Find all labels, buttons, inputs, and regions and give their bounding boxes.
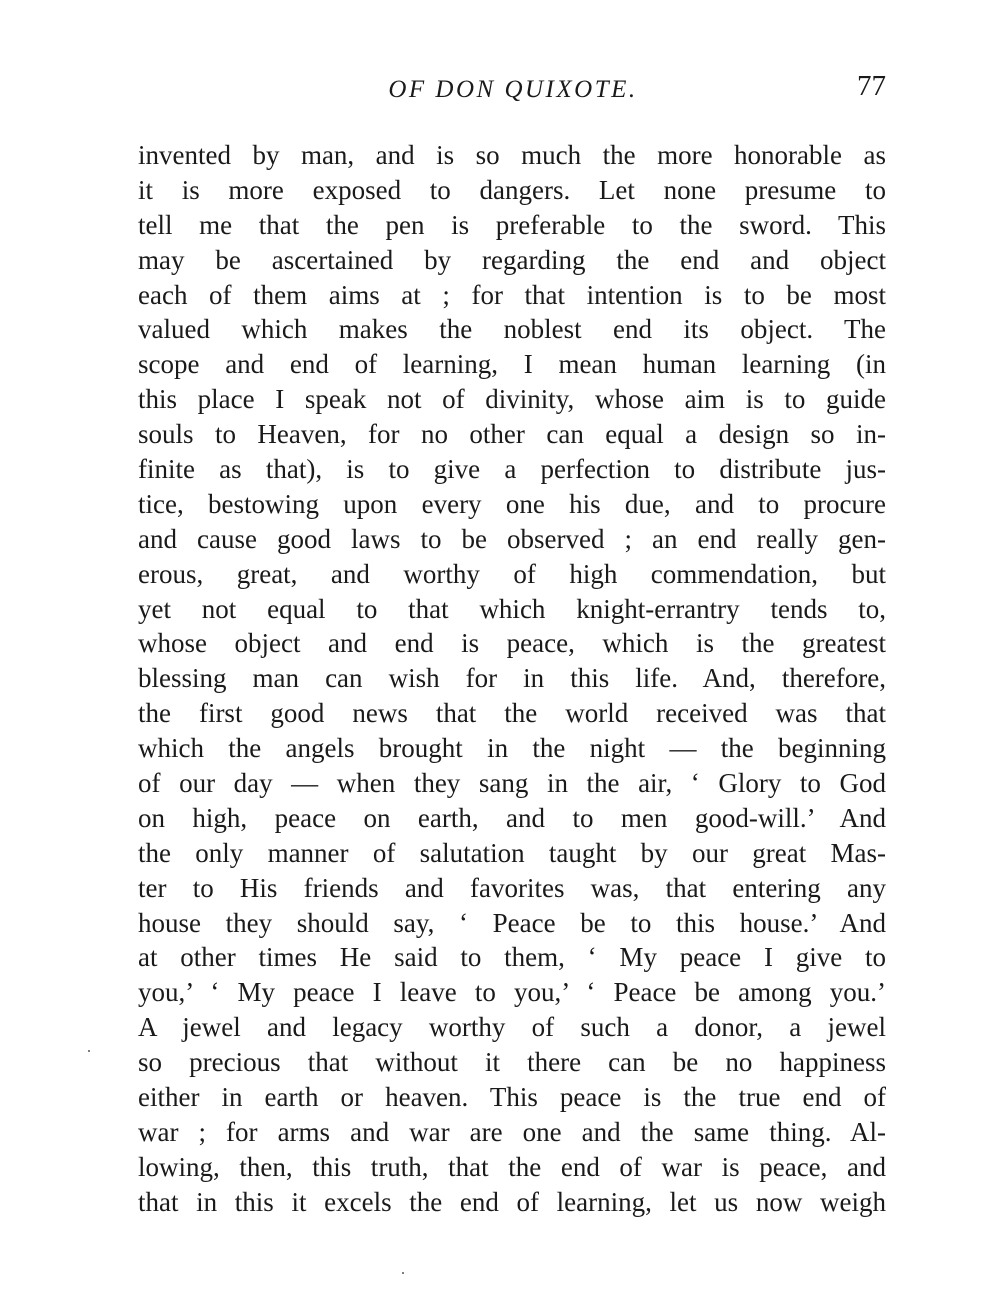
text-line: so precious that without it there can be no happiness [138,1047,886,1078]
text-line: finite as that), is to give a perfection to distribute jus- [138,454,886,485]
text-line: this place I speak not of divinity, whose aim is to guide [138,384,886,415]
text-line: tell me that the pen is preferable to the sword. This [138,209,886,240]
text-line: lowing, then, this truth, that the end of war is peace, and [138,1151,886,1182]
text-line: valued which makes the noblest end its object. The [138,314,886,345]
text-line: of our day — when they sang in the air, ‘ Glory to God [138,768,886,799]
text-line: invented by man, and is so much the more honorable as [138,140,886,170]
text-line: erous, great, and worthy of high commendation, but [138,558,886,589]
text-line: blessing man can wish for in this life. And, therefore, [138,663,886,694]
text-line: and cause good laws to be observed ; an end really gen- [138,523,886,554]
text-line: whose object and end is peace, which is the greatest [138,628,886,659]
text-line: you,’ ‘ My peace I leave to you,’ ‘ Peace be among you.’ [138,977,886,1008]
page-number: 77 [857,70,886,102]
text-line: on high, peace on earth, and to men good-will.’ And [138,802,886,833]
text-line: the first good news that the world received was that [138,698,886,729]
text-line: which the angels brought in the night — the beginning [138,733,886,764]
text-line: house they should say, ‘ Peace be to this house.’ And [138,907,886,938]
scan-speck [88,1050,90,1052]
text-line: scope and end of learning, I mean human learning (in [138,349,886,380]
text-line: war ; for arms and war are one and the same thing. Al- [138,1116,886,1147]
text-line: souls to Heaven, for no other can equal a design so in- [138,419,886,450]
text-line: the only manner of salutation taught by our great Mas- [138,837,886,868]
text-line: may be ascertained by regarding the end and object [138,244,886,275]
text-line: A jewel and legacy worthy of such a donor, a jewel [138,1012,886,1043]
text-line: each of them aims at ; for that intention is to be most [138,279,886,310]
text-line: either in earth or heaven. This peace is the true end of [138,1082,886,1113]
text-line: tice, bestowing upon every one his due, and to procure [138,488,886,519]
running-head [138,70,888,110]
text-line: it is more exposed to dangers. Let none presume to [138,174,886,205]
text-line: yet not equal to that which knight-errantry tends to, [138,593,886,624]
scan-speck [402,1272,404,1274]
text-line: ter to His friends and favorites was, that entering any [138,872,886,903]
body-text [138,138,886,1220]
text-line: that in this it excels the end of learning, let us now weigh [138,1186,886,1217]
text-line: at other times He said to them, ‘ My peace I give to [138,942,886,973]
running-title: OF DON QUIXOTE. [388,76,638,103]
